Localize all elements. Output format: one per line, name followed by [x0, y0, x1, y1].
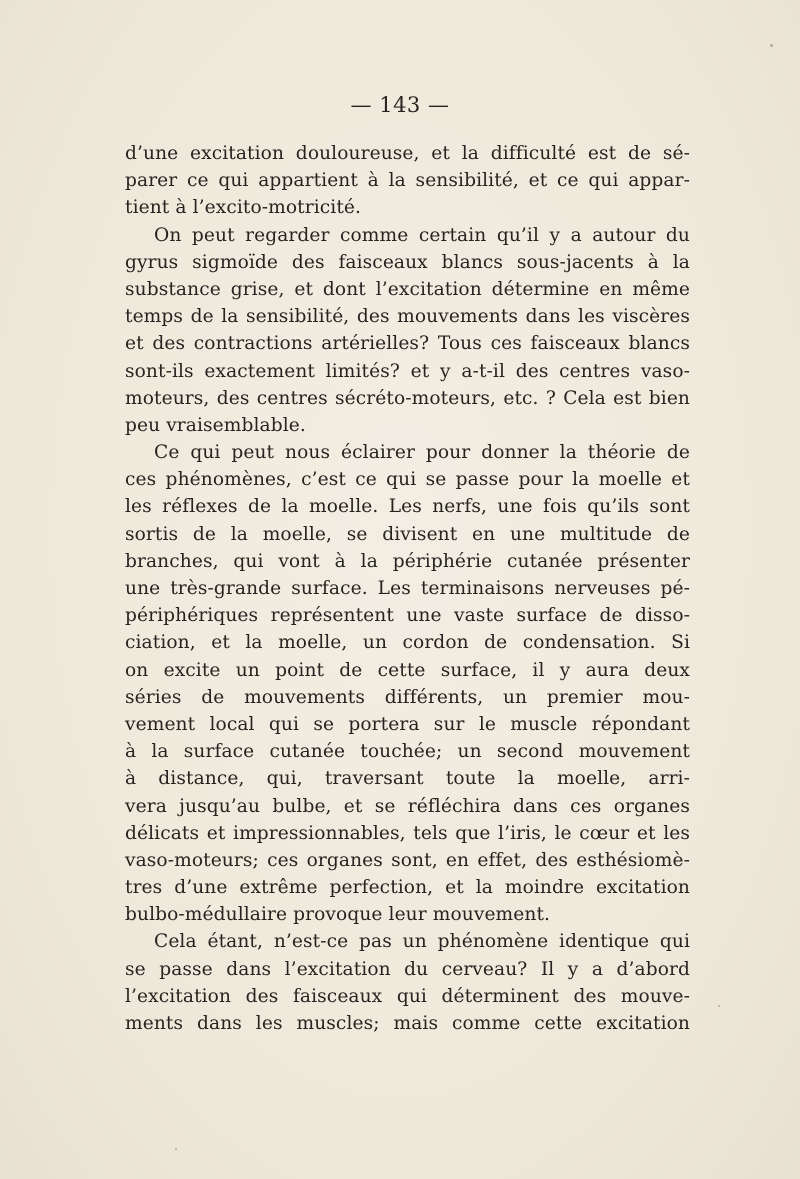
text-line: tient à l’excito-motricité. — [125, 197, 362, 219]
text-line: à distance, qui, traversant toute la moelle, arri- — [125, 768, 690, 790]
body-text — [125, 140, 690, 1037]
text-line: peu vraisemblable. — [125, 414, 306, 436]
text-line: se passe dans l’excitation du cerveau? Il y a d’abord — [125, 958, 690, 980]
text-line: vement local qui se portera sur le muscle répondant — [125, 713, 690, 735]
text-line: séries de mouvements différents, un premier mou- — [125, 686, 690, 708]
text-line: vera jusqu’au bulbe, et se réfléchira dans ces organes — [125, 795, 690, 817]
text-line: d’une excitation douloureuse, et la difficulté est de sé- — [125, 143, 690, 164]
text-line: et des contractions artérielles? Tous ces faisceaux blancs — [125, 333, 690, 355]
paper-speck — [770, 44, 773, 47]
text-line: moteurs, des centres sécréto-moteurs, etc. ? Cela est bien — [125, 387, 690, 409]
text-line: les réflexes de la moelle. Les nerfs, une fois qu’ils sont — [125, 496, 690, 518]
text-line: parer ce qui appartient à la sensibilité, et ce qui appar- — [125, 170, 690, 192]
text-line: On peut regarder comme certain qu’il y a autour du — [154, 224, 690, 246]
paper-speck — [718, 1005, 720, 1007]
text-line: substance grise, et dont l’excitation détermine en même — [125, 278, 690, 300]
text-line: branches, qui vont à la périphérie cutanée présenter — [125, 550, 690, 572]
text-line: à la surface cutanée touchée; un second mouvement — [125, 741, 690, 763]
text-line: ments dans les muscles; mais comme cette excitation — [125, 1013, 690, 1034]
page-number: — 143 — — [350, 93, 450, 117]
text-line: une très-grande surface. Les terminaisons nerveuses pé- — [125, 578, 690, 599]
text-line: ces phénomènes, c’est ce qui se passe pour la moelle et — [125, 469, 690, 491]
text-line: vaso-moteurs; ces organes sont, en effet, des esthésiomè- — [125, 849, 690, 871]
text-line: sortis de la moelle, se divisent en une multitude de — [125, 523, 690, 545]
text-line: périphériques représentent une vaste surface de disso- — [125, 605, 690, 627]
text-line: délicats et impressionnables, tels que l’iris, le cœur et les — [125, 822, 690, 844]
text-line: temps de la sensibilité, des mouvements dans les viscères — [125, 306, 690, 328]
text-line: gyrus sigmoïde des faisceaux blancs sous-jacents à la — [125, 251, 690, 273]
text-line: tres d’une extrême perfection, et la moindre excitation — [125, 877, 690, 899]
text-line: ciation, et la moelle, un cordon de condensation. Si — [125, 632, 690, 654]
text-line: Cela étant, n’est-ce pas un phénomène identique qui — [154, 931, 690, 953]
text-line: Ce qui peut nous éclairer pour donner la théorie de — [154, 442, 690, 464]
text-line: sont-ils exactement limités? et y a-t-il des centres vaso- — [125, 360, 690, 382]
paper-speck — [175, 1148, 177, 1150]
text-line: on excite un point de cette surface, il y aura deux — [125, 659, 690, 681]
text-line: l’excitation des faisceaux qui déterminent des mouve- — [125, 985, 690, 1007]
text-line: bulbo-médullaire provoque leur mouvement. — [125, 904, 551, 926]
